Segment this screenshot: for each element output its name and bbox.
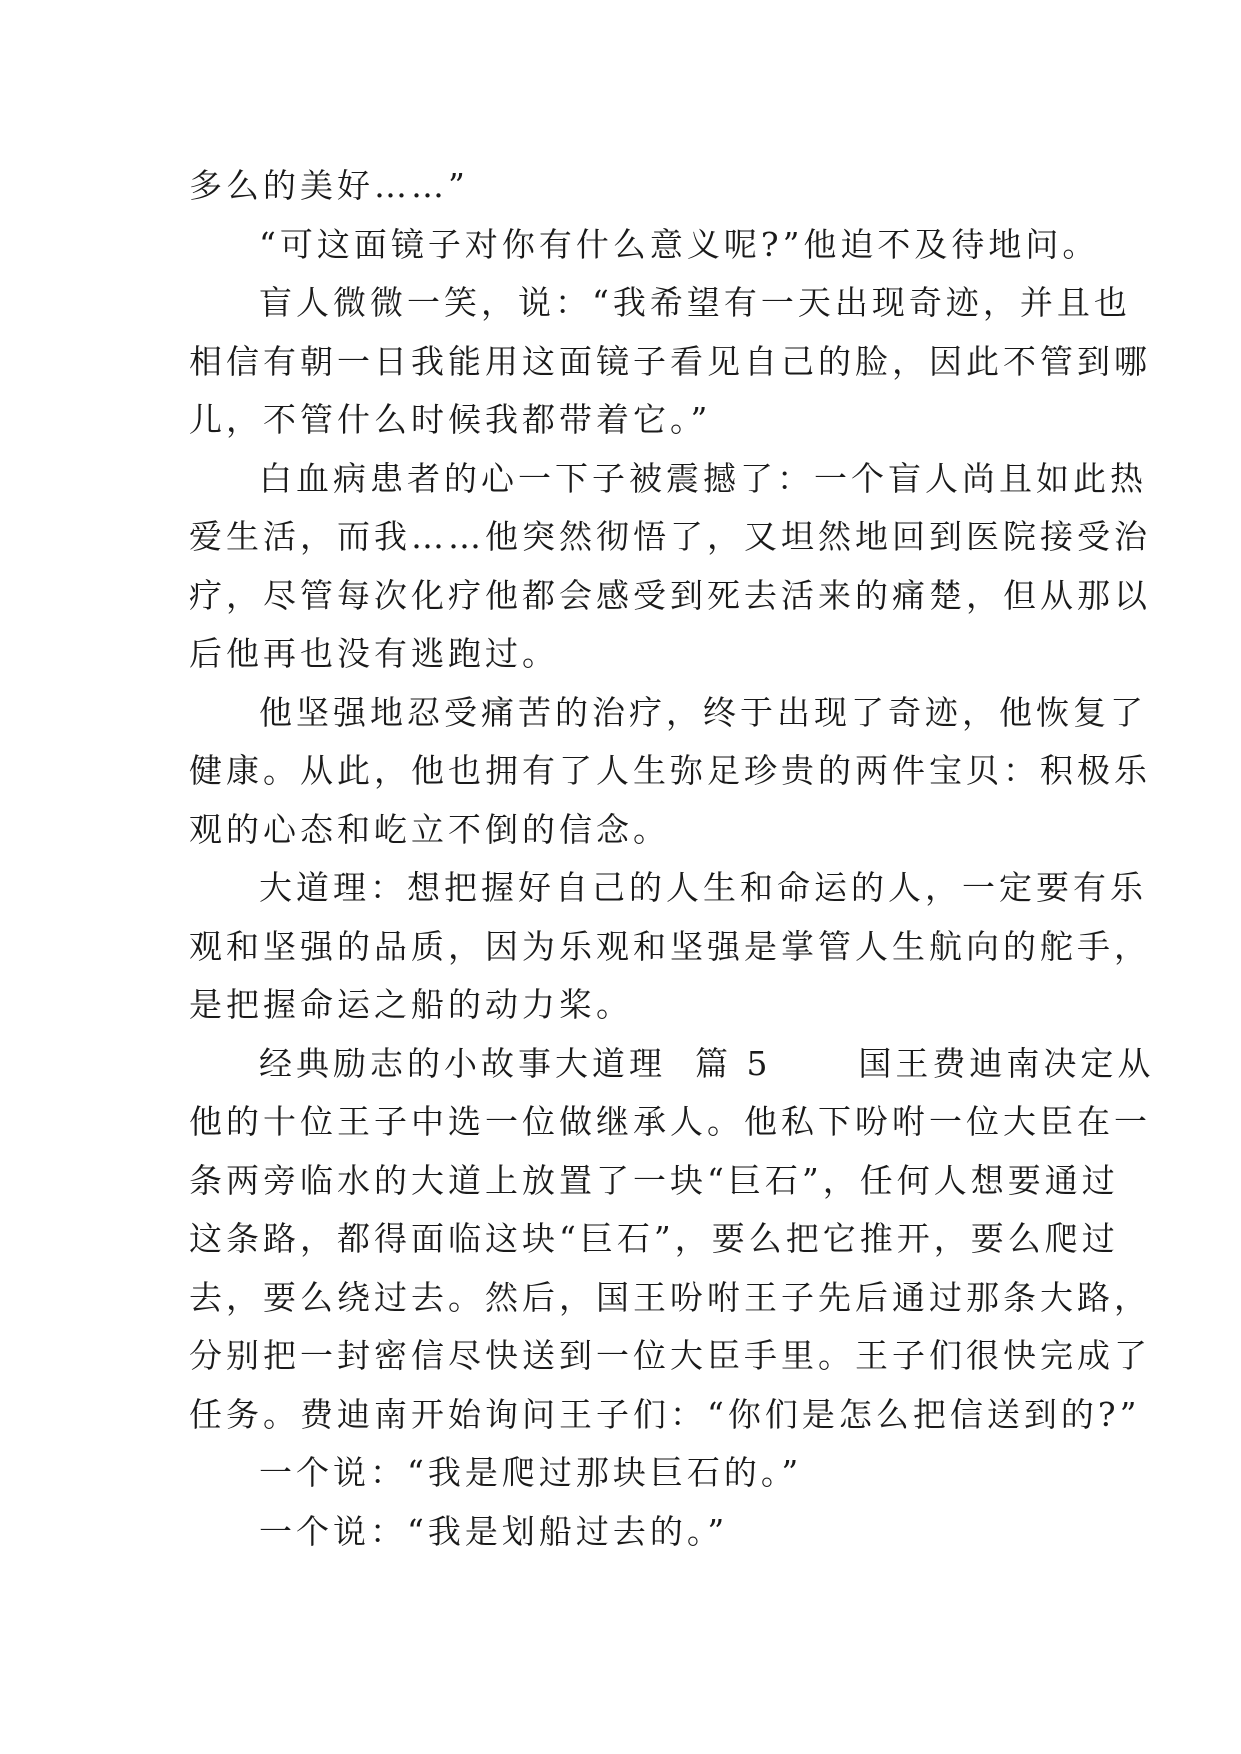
paragraph bbox=[189, 450, 1151, 684]
text-line: 观的心态和屹立不倒的信念。 bbox=[189, 809, 670, 849]
text-line: 条两旁临水的大道上放置了一块“巨石”，任何人想要通过 bbox=[189, 1160, 1119, 1200]
text-line: 去，要么绕过去。然后，国王吩咐王子先后通过那条大路， bbox=[189, 1277, 1151, 1317]
document-body bbox=[189, 157, 1155, 1561]
text-line: 爱生活，而我……他突然彻悟了，又坦然地回到医院接受治 bbox=[189, 517, 1151, 556]
text-line: 后他再也没有逃跑过。 bbox=[189, 634, 559, 673]
text-line: 盲人微微一笑，说：“我希望有一天出现奇迹，并且也 bbox=[259, 283, 1131, 322]
text-line: 多么的美好……” bbox=[189, 166, 469, 205]
text-line: 任务。费迪南开始询问王子们：“你们是怎么把信送到的?” bbox=[189, 1394, 1141, 1434]
paragraph bbox=[189, 216, 1100, 275]
text-line: 相信有朝一日我能用这面镜子看见自己的脸，因此不管到哪 bbox=[189, 341, 1151, 381]
text-line: 分别把一封密信尽快送到一位大臣手里。王子们很快完成了 bbox=[189, 1336, 1151, 1375]
text-line: 一个说：“我是划船过去的。” bbox=[259, 1511, 729, 1551]
text-line: 一个说：“我是爬过那块巨石的。” bbox=[259, 1453, 803, 1492]
paragraph bbox=[189, 1035, 1155, 1445]
text-line: 他坚强地忍受痛苦的治疗，终于出现了奇迹，他恢复了 bbox=[259, 692, 1147, 732]
text-line: 他的十位王子中选一位做继承人。他私下吩咐一位大臣在一 bbox=[189, 1102, 1151, 1141]
paragraph bbox=[189, 1444, 1059, 1503]
text-line: 大道理：想把握好自己的人生和命运的人，一定要有乐 bbox=[259, 868, 1147, 907]
text-line: 是把握命运之船的动力桨。 bbox=[189, 985, 633, 1024]
text-line: 白血病患者的心一下子被震撼了：一个盲人尚且如此热 bbox=[259, 458, 1147, 498]
paragraph bbox=[189, 684, 1151, 860]
text-line: 儿，不管什么时候我都带着它。” bbox=[189, 400, 712, 439]
text-line: 经典励志的小故事大道理 篇 5 国王费迪南决定从 bbox=[259, 1043, 1155, 1083]
text-line: “可这面镜子对你有什么意义呢?”他迫不及待地问。 bbox=[259, 224, 1100, 264]
paragraph bbox=[189, 859, 1151, 1035]
paragraph bbox=[189, 1503, 1059, 1562]
text-line: 疗，尽管每次化疗他都会感受到死去活来的痛楚，但从那以 bbox=[189, 575, 1151, 615]
text-line: 这条路，都得面临这块“巨石”，要么把它推开，要么爬过 bbox=[189, 1219, 1119, 1258]
text-line: 观和坚强的品质，因为乐观和坚强是掌管人生航向的舵手， bbox=[189, 926, 1151, 966]
paragraph bbox=[189, 157, 1059, 216]
text-line: 健康。从此，他也拥有了人生弥足珍贵的两件宝贝：积极乐 bbox=[189, 751, 1151, 790]
paragraph bbox=[189, 274, 1151, 450]
